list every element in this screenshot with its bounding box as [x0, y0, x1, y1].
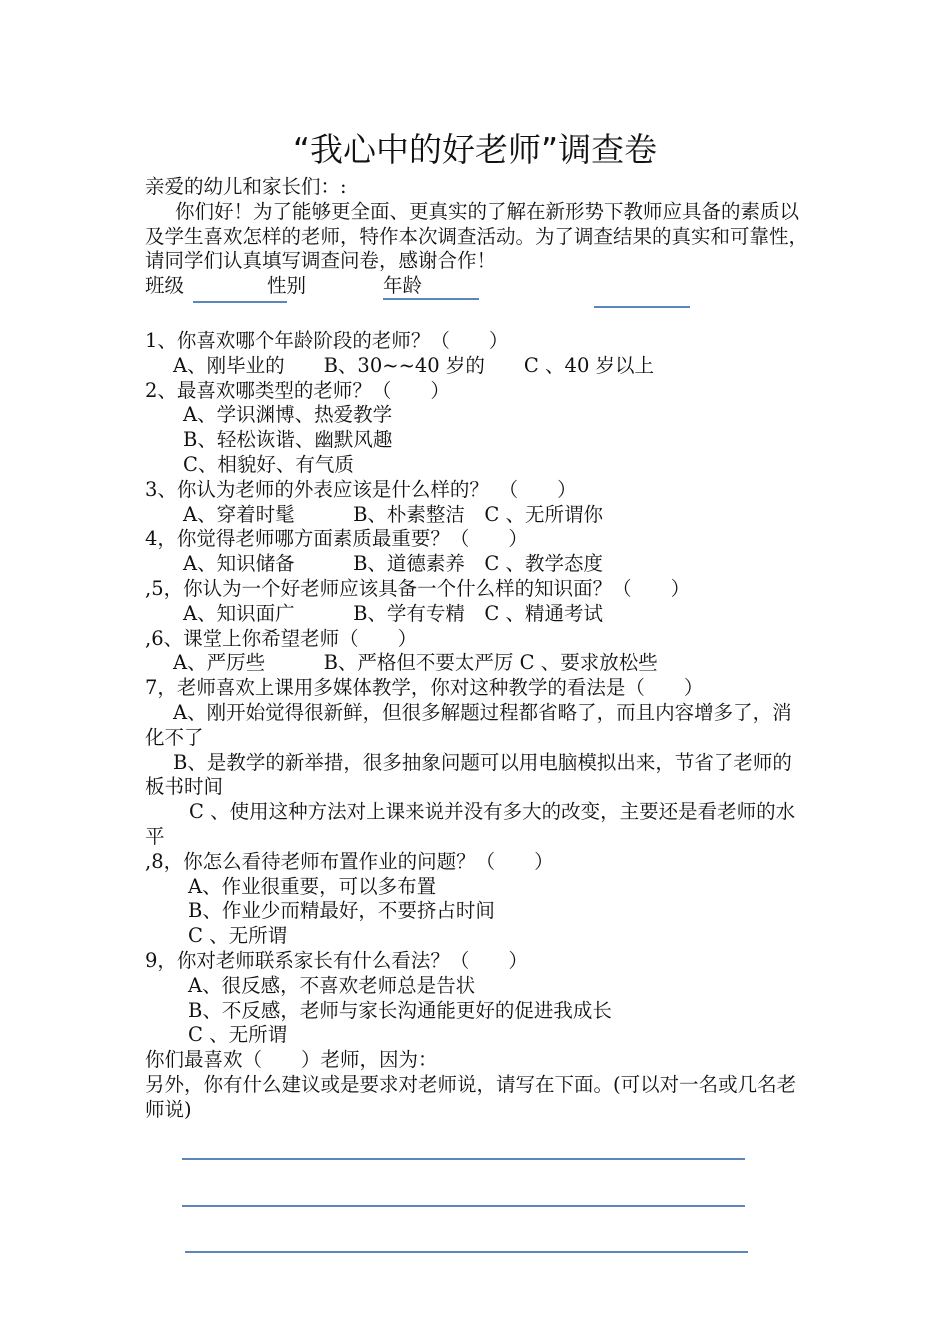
- option-line: C 、无所谓: [188, 1023, 288, 1047]
- survey-body: [145, 175, 810, 1122]
- option-line: A、学识渊博、热爱教学: [183, 403, 393, 427]
- question-2: 2、最喜欢哪类型的老师？（ ）: [145, 378, 450, 402]
- question-9: 9，你对老师联系家长有什么看法？（ ）: [145, 948, 528, 972]
- option-line: A、刚毕业的 B、30~~40 岁的 C 、40 岁以上: [173, 353, 655, 377]
- info-row: [145, 274, 810, 299]
- question-6: ,6、课堂上你希望老师（ ）: [145, 626, 418, 650]
- question-1: 1、你喜欢哪个年龄阶段的老师？（ ）: [145, 328, 509, 352]
- gender-blank[interactable]: [383, 298, 479, 300]
- option-line: A、作业很重要，可以多布置: [188, 874, 437, 898]
- question-8: ,8，你怎么看待老师布置作业的问题？（ ）: [145, 849, 554, 873]
- age-blank[interactable]: [594, 306, 690, 308]
- option-line: A、知识储备 B、道德素养 C 、教学态度: [183, 552, 604, 576]
- favorite-teacher-prompt: 你们最喜欢（ ）老师，因为：: [145, 1048, 438, 1072]
- option-line: B、轻松诙谐、幽默风趣: [183, 428, 393, 452]
- class-blank[interactable]: [193, 301, 287, 303]
- option-line: B、是教学的新举措，很多抽象问题可以用电脑模拟出来，节省了老师的板书时间: [145, 750, 792, 799]
- suggestion-prompt: 另外，你有什么建议或是要求对老师说，请写在下面。(可以对一名或几名老师说): [145, 1072, 797, 1121]
- option-line: A、严厉些 B、严格但不要太严厉 C 、要求放松些: [173, 651, 658, 675]
- page-title: “我心中的好老师”调查卷: [292, 130, 658, 169]
- answer-line-1[interactable]: [182, 1158, 745, 1160]
- option-line: A、刚开始觉得很新鲜，但很多解题过程都省略了，而且内容增多了，消化不了: [145, 700, 792, 749]
- age-label: 年龄: [383, 274, 423, 298]
- option-line: A、穿着时髦 B、朴素整洁 C 、无所谓你: [183, 502, 604, 526]
- option-line: A、知识面广 B、学有专精 C 、精通考试: [183, 601, 604, 625]
- option-line: B、不反感，老师与家长沟通能更好的促进我成长: [188, 998, 612, 1022]
- gender-label: 性别: [267, 274, 307, 298]
- answer-line-3[interactable]: [185, 1251, 748, 1253]
- option-line: C 、无所谓: [188, 924, 288, 948]
- question-3: 3、你认为老师的外表应该是什么样的？ （ ）: [145, 477, 577, 501]
- option-line: A、很反感，不喜欢老师总是告状: [188, 973, 476, 997]
- class-label: 班级: [145, 274, 185, 298]
- option-line: C 、使用这种方法对上课来说并没有多大的改变，主要还是看老师的水平: [145, 800, 796, 848]
- greeting: 亲爱的幼儿和家长们：:: [145, 175, 347, 198]
- answer-line-2[interactable]: [182, 1205, 745, 1207]
- question-5: ,5，你认为一个好老师应该具备一个什么样的知识面？（ ）: [145, 576, 691, 600]
- question-4: 4，你觉得老师哪方面素质最重要？（ ）: [145, 527, 528, 551]
- question-7: 7，老师喜欢上课用多媒体教学，你对这种教学的看法是（ ）: [145, 676, 704, 700]
- option-line: B、作业少而精最好，不要挤占时间: [188, 899, 495, 923]
- intro-paragraph: 你们好！为了能够更全面、更真实的了解在新形势下教师应具备的素质以及学生喜欢怎样的老师，特作本次调查活动。为了调查结果的真实和可靠性，请同学们认真填写调查问卷，感谢合作！: [145, 199, 809, 273]
- option-line: C、相貌好、有气质: [183, 452, 354, 476]
